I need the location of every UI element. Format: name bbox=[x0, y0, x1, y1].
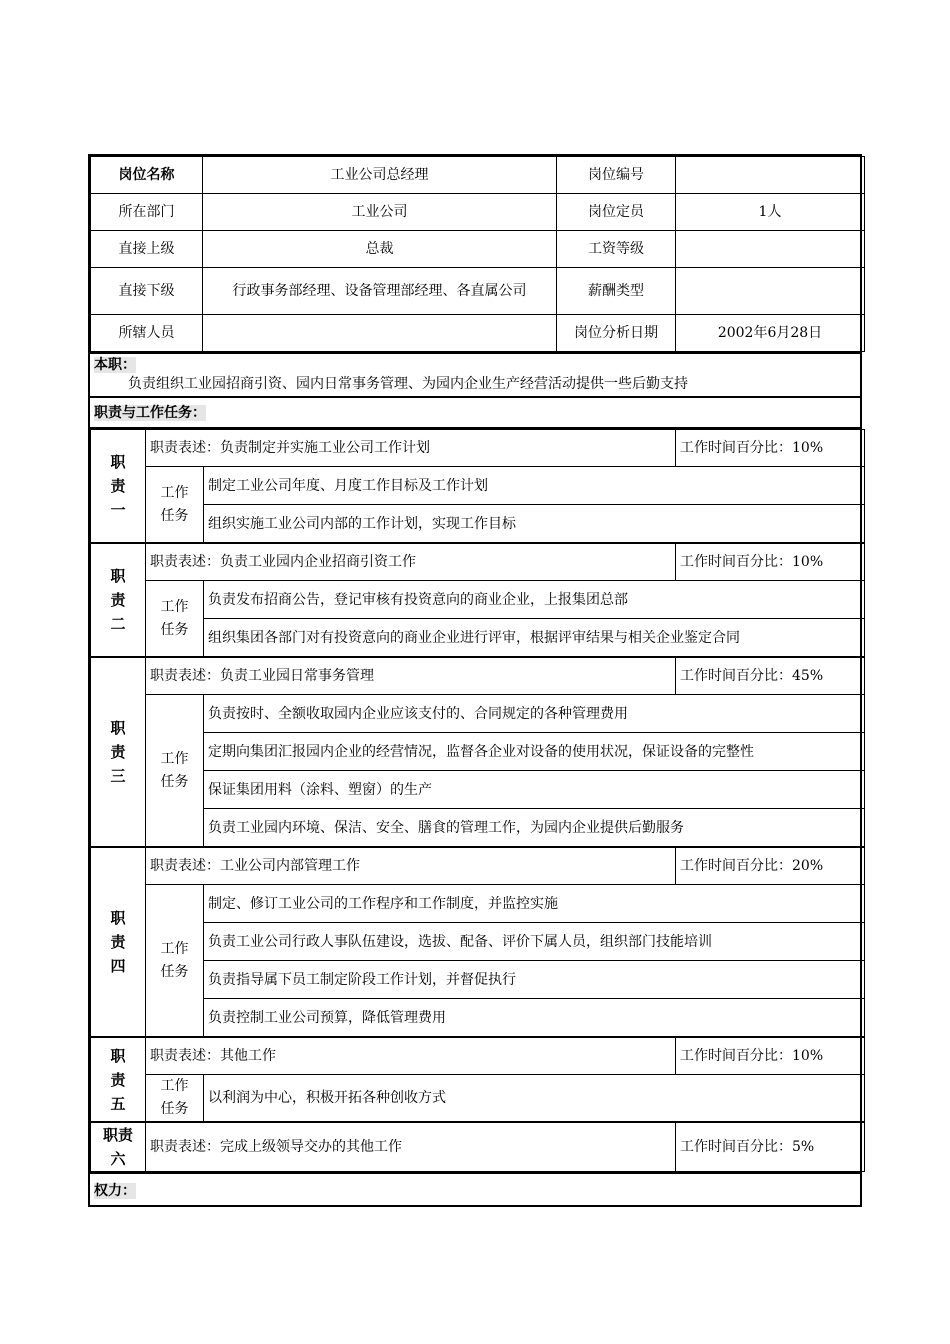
task-label: 工作 任务 bbox=[146, 467, 204, 544]
header-row-title bbox=[91, 157, 865, 194]
task-item: 制定、修订工业公司的工作程序和工作制度，并监控实施 bbox=[204, 885, 865, 923]
duty-summary-text: 负责组织工业园招商引资、园内日常事务管理、为园内企业生产经营活动提供一些后勤支持 bbox=[128, 376, 688, 392]
duties-table bbox=[90, 429, 865, 1172]
task-row bbox=[91, 885, 865, 923]
duty-summary-banner bbox=[90, 352, 860, 398]
header-row-subordinate bbox=[91, 268, 865, 315]
analysis-date-label: 岗位分析日期 bbox=[557, 315, 676, 352]
task-row bbox=[91, 809, 865, 848]
duty-time-percentage: 工作时间百分比：20% bbox=[676, 847, 865, 885]
header-row-superior bbox=[91, 231, 865, 268]
responsibilities-banner bbox=[90, 398, 860, 429]
task-item: 制定工业公司年度、月度工作目标及工作计划 bbox=[204, 467, 865, 505]
task-item: 负责按时、全额收取园内企业应该支付的、合同规定的各种管理费用 bbox=[204, 695, 865, 733]
pay-type-value bbox=[676, 268, 865, 315]
subordinate-value: 行政事务部经理、设备管理部经理、各直属公司 bbox=[203, 268, 557, 315]
duty-time-percentage: 工作时间百分比：45% bbox=[676, 657, 865, 695]
header-table bbox=[90, 156, 865, 352]
salary-grade-label: 工资等级 bbox=[557, 231, 676, 268]
analysis-date-value: 2002年6月28日 bbox=[676, 315, 865, 352]
duty-time-percentage: 工作时间百分比：10% bbox=[676, 543, 865, 581]
task-row bbox=[91, 619, 865, 658]
staff-value bbox=[203, 315, 557, 352]
task-item: 组织集团各部门对有投资意向的商业企业进行评审，根据评审结果与相关企业鉴定合同 bbox=[204, 619, 865, 658]
duty-time-percentage: 工作时间百分比：5% bbox=[676, 1122, 865, 1172]
task-row bbox=[91, 771, 865, 809]
task-label: 工作 任务 bbox=[146, 695, 204, 848]
duty-label: 职 责 二 bbox=[91, 543, 146, 657]
headcount-value: 1人 bbox=[676, 194, 865, 231]
task-item: 组织实施工业公司内部的工作计划，实现工作目标 bbox=[204, 505, 865, 544]
duty-label: 职责 六 bbox=[91, 1122, 146, 1172]
position-name-value: 工业公司总经理 bbox=[203, 157, 557, 194]
power-title: 权力： bbox=[94, 1183, 136, 1199]
position-name-label: 岗位名称 bbox=[91, 157, 203, 194]
duty-description: 职责表述：负责工业园内企业招商引资工作 bbox=[146, 543, 676, 581]
header-row-staff bbox=[91, 315, 865, 352]
responsibilities-title: 职责与工作任务： bbox=[94, 405, 206, 421]
task-row bbox=[91, 1075, 865, 1123]
task-label: 工作 任务 bbox=[146, 581, 204, 658]
task-item: 定期向集团汇报园内企业的经营情况，监督各企业对设备的使用状况，保证设备的完整性 bbox=[204, 733, 865, 771]
task-item: 负责发布招商公告，登记审核有投资意向的商业企业，上报集团总部 bbox=[204, 581, 865, 619]
duty-summary-title: 本职： bbox=[94, 357, 136, 373]
task-item: 保证集团用料（涂料、塑窗）的生产 bbox=[204, 771, 865, 809]
headcount-label: 岗位定员 bbox=[557, 194, 676, 231]
pay-type-label: 薪酬类型 bbox=[557, 268, 676, 315]
task-row bbox=[91, 695, 865, 733]
duty-label: 职 责 一 bbox=[91, 430, 146, 544]
department-label: 所在部门 bbox=[91, 194, 203, 231]
task-label: 工作 任务 bbox=[146, 885, 204, 1038]
duty-desc-row bbox=[91, 847, 865, 885]
task-label: 工作 任务 bbox=[146, 1075, 204, 1123]
task-item: 以利润为中心，积极开拓各种创收方式 bbox=[204, 1075, 865, 1123]
task-row bbox=[91, 467, 865, 505]
duty-desc-row bbox=[91, 1122, 865, 1172]
department-value: 工业公司 bbox=[203, 194, 557, 231]
duty-time-percentage: 工作时间百分比：10% bbox=[676, 430, 865, 467]
superior-label: 直接上级 bbox=[91, 231, 203, 268]
superior-value: 总裁 bbox=[203, 231, 557, 268]
power-banner bbox=[90, 1172, 860, 1205]
duty-description: 职责表述：负责工业园日常事务管理 bbox=[146, 657, 676, 695]
duty-desc-row bbox=[91, 1037, 865, 1075]
duty-desc-row bbox=[91, 543, 865, 581]
duty-description: 职责表述：工业公司内部管理工作 bbox=[146, 847, 676, 885]
duty-description: 职责表述：完成上级领导交办的其他工作 bbox=[146, 1122, 676, 1172]
task-item: 负责工业公司行政人事队伍建设，选拔、配备、评价下属人员，组织部门技能培训 bbox=[204, 923, 865, 961]
task-item: 负责控制工业公司预算，降低管理费用 bbox=[204, 999, 865, 1038]
task-row bbox=[91, 505, 865, 544]
task-row bbox=[91, 961, 865, 999]
job-description-sheet bbox=[88, 154, 862, 1207]
duty-description: 职责表述：其他工作 bbox=[146, 1037, 676, 1075]
task-item: 负责指导属下员工制定阶段工作计划，并督促执行 bbox=[204, 961, 865, 999]
salary-grade-value bbox=[676, 231, 865, 268]
task-row bbox=[91, 923, 865, 961]
duty-time-percentage: 工作时间百分比：10% bbox=[676, 1037, 865, 1075]
duty-label: 职 责 四 bbox=[91, 847, 146, 1037]
header-row-dept bbox=[91, 194, 865, 231]
staff-label: 所辖人员 bbox=[91, 315, 203, 352]
task-item: 负责工业园内环境、保洁、安全、膳食的管理工作，为园内企业提供后勤服务 bbox=[204, 809, 865, 848]
position-code-value bbox=[676, 157, 865, 194]
duty-description: 职责表述：负责制定并实施工业公司工作计划 bbox=[146, 430, 676, 467]
position-code-label: 岗位编号 bbox=[557, 157, 676, 194]
duty-label: 职 责 三 bbox=[91, 657, 146, 847]
task-row bbox=[91, 999, 865, 1038]
subordinate-label: 直接下级 bbox=[91, 268, 203, 315]
task-row bbox=[91, 733, 865, 771]
duty-label: 职 责 五 bbox=[91, 1037, 146, 1122]
task-row bbox=[91, 581, 865, 619]
duty-desc-row bbox=[91, 430, 865, 467]
duty-desc-row bbox=[91, 657, 865, 695]
